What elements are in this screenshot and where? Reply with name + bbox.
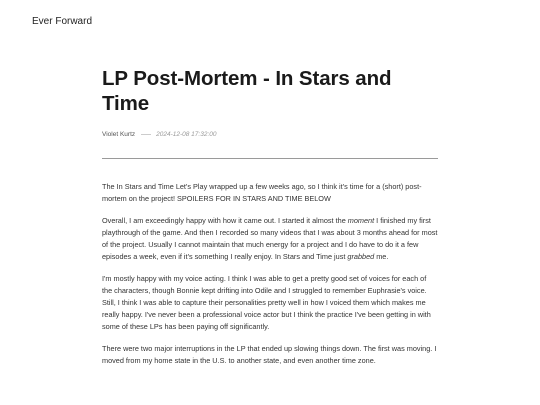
post-body bbox=[102, 181, 438, 367]
emphasis-text: grabbed bbox=[347, 252, 375, 261]
site-title-link[interactable]: Ever Forward bbox=[32, 16, 93, 27]
paragraph-interruptions: There were two major interruptions in the LP that ended up slowing things down. The first was moving. I moved from my home state in the U.S. to another state, and even another time zone. bbox=[102, 344, 437, 365]
post-title: LP Post-Mortem - In Stars and Time bbox=[102, 67, 392, 115]
header-divider bbox=[102, 158, 438, 159]
post-meta bbox=[102, 130, 438, 139]
paragraph-voice-acting: I'm mostly happy with my voice acting. I think I was able to get a pretty good set of voices for each of the characters, though Bonnie kept drifting into Odile and I struggled to remember Euphrasie's voice. Still, I think I was able to capture their personalities pretty well in how I voiced them which makes me really happy. I've never been a professional voice actor but I think the practice I've been getting in with some of these LPs has been paying off significantly. bbox=[102, 274, 431, 331]
meta-separator bbox=[141, 134, 151, 135]
paragraph-text: Overall, I am exceedingly happy with how it came out. I started it almost the bbox=[102, 216, 348, 225]
paragraph-intro: The In Stars and Time Let's Play wrapped up a few weeks ago, so I think it's time for a (short) post-mortem on the project! SPOILERS FOR IN STARS AND TIME BELOW bbox=[102, 182, 422, 203]
emphasis-text: moment bbox=[347, 216, 375, 225]
post-author: Violet Kurtz bbox=[102, 131, 136, 138]
paragraph-overall bbox=[102, 215, 438, 263]
paragraph-text: me. bbox=[374, 252, 389, 261]
post-date: 2024-12-08 17:32:00 bbox=[156, 131, 217, 138]
blog-post bbox=[102, 66, 438, 377]
paragraph-text: I finished my first playthrough of the game. And then I recorded so many videos that I was about 3 months ahead for most of the project. Usually I cannot maintain that much energy for a project and I do have to do it a few episodes a week, even if it's something I really enjoy. In Stars and Time just bbox=[102, 216, 438, 261]
